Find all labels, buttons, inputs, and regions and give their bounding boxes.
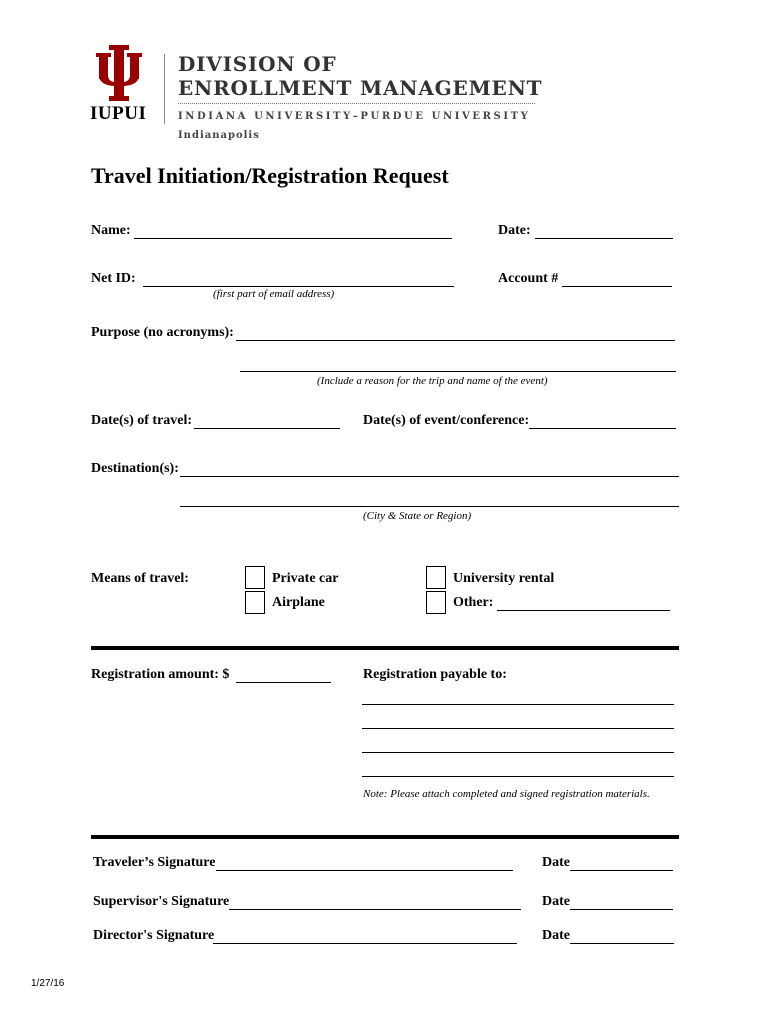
payable-to-line-4[interactable] bbox=[362, 776, 674, 777]
purpose-label: Purpose (no acronyms): bbox=[91, 325, 234, 340]
director-signature-field[interactable] bbox=[213, 927, 517, 944]
date-label: Date: bbox=[498, 223, 531, 238]
form-title: Travel Initiation/Registration Request bbox=[91, 163, 449, 188]
header-dotted-rule bbox=[178, 103, 535, 104]
traveler-date-field[interactable] bbox=[570, 854, 673, 871]
campus-name: Indianapolis bbox=[178, 130, 260, 141]
registration-amount-label: Registration amount: $ bbox=[91, 667, 230, 682]
date-field[interactable] bbox=[535, 222, 673, 239]
netid-label: Net ID: bbox=[91, 271, 136, 286]
signature-divider bbox=[91, 835, 679, 839]
director-date-label: Date bbox=[542, 928, 570, 943]
traveler-signature-label: Traveler’s Signature bbox=[93, 855, 216, 870]
supervisor-signature-field[interactable] bbox=[229, 893, 521, 910]
airplane-checkbox[interactable] bbox=[245, 591, 265, 614]
section-divider bbox=[91, 646, 679, 650]
name-label: Name: bbox=[91, 223, 131, 238]
netid-hint: (first part of email address) bbox=[213, 288, 335, 300]
account-label: Account # bbox=[498, 271, 559, 286]
revision-date: 1/27/16 bbox=[31, 978, 65, 989]
means-of-travel-label: Means of travel: bbox=[91, 571, 189, 586]
private-car-label: Private car bbox=[272, 571, 339, 586]
netid-field[interactable] bbox=[143, 270, 454, 287]
registration-amount-field[interactable] bbox=[236, 666, 331, 683]
iupui-wordmark: IUPUI bbox=[90, 103, 147, 124]
destination-label: Destination(s): bbox=[91, 461, 179, 476]
division-title-line2: ENROLLMENT MANAGEMENT bbox=[178, 76, 543, 100]
supervisor-signature-label: Supervisor's Signature bbox=[93, 894, 230, 909]
event-dates-field[interactable] bbox=[529, 412, 676, 429]
university-name: INDIANA UNIVERSITY–PURDUE UNIVERSITY bbox=[178, 111, 531, 122]
destination-hint: (City & State or Region) bbox=[363, 510, 472, 522]
supervisor-date-field[interactable] bbox=[570, 893, 673, 910]
traveler-date-label: Date bbox=[542, 855, 570, 870]
other-label: Other: bbox=[453, 595, 494, 610]
purpose-field-line1[interactable] bbox=[236, 324, 675, 341]
destination-field-line1[interactable] bbox=[180, 460, 679, 477]
supervisor-date-label: Date bbox=[542, 894, 570, 909]
private-car-checkbox[interactable] bbox=[245, 566, 265, 589]
airplane-label: Airplane bbox=[272, 595, 325, 610]
logo-divider bbox=[164, 54, 165, 124]
purpose-hint: (Include a reason for the trip and name of the event) bbox=[317, 375, 548, 387]
account-field[interactable] bbox=[562, 270, 672, 287]
director-signature-label: Director's Signature bbox=[93, 928, 215, 943]
event-dates-label: Date(s) of event/conference: bbox=[363, 413, 530, 428]
registration-note: Note: Please attach completed and signed registration materials. bbox=[363, 788, 650, 800]
division-title-line1: DIVISION OF bbox=[178, 52, 337, 76]
university-rental-checkbox[interactable] bbox=[426, 566, 446, 589]
travel-dates-label: Date(s) of travel: bbox=[91, 413, 193, 428]
purpose-field-line2[interactable] bbox=[240, 371, 676, 372]
destination-field-line2[interactable] bbox=[180, 506, 679, 507]
travel-dates-field[interactable] bbox=[194, 412, 340, 429]
payable-to-line-2[interactable] bbox=[362, 728, 674, 729]
payable-to-line-1[interactable] bbox=[362, 704, 674, 705]
name-field[interactable] bbox=[134, 222, 452, 239]
registration-payable-label: Registration payable to: bbox=[363, 667, 507, 682]
other-checkbox[interactable] bbox=[426, 591, 446, 614]
traveler-signature-field[interactable] bbox=[216, 854, 513, 871]
iu-trident-logo-icon bbox=[96, 45, 142, 106]
director-date-field[interactable] bbox=[570, 927, 674, 944]
university-rental-label: University rental bbox=[453, 571, 555, 586]
payable-to-line-3[interactable] bbox=[362, 752, 674, 753]
other-field[interactable] bbox=[497, 594, 670, 611]
